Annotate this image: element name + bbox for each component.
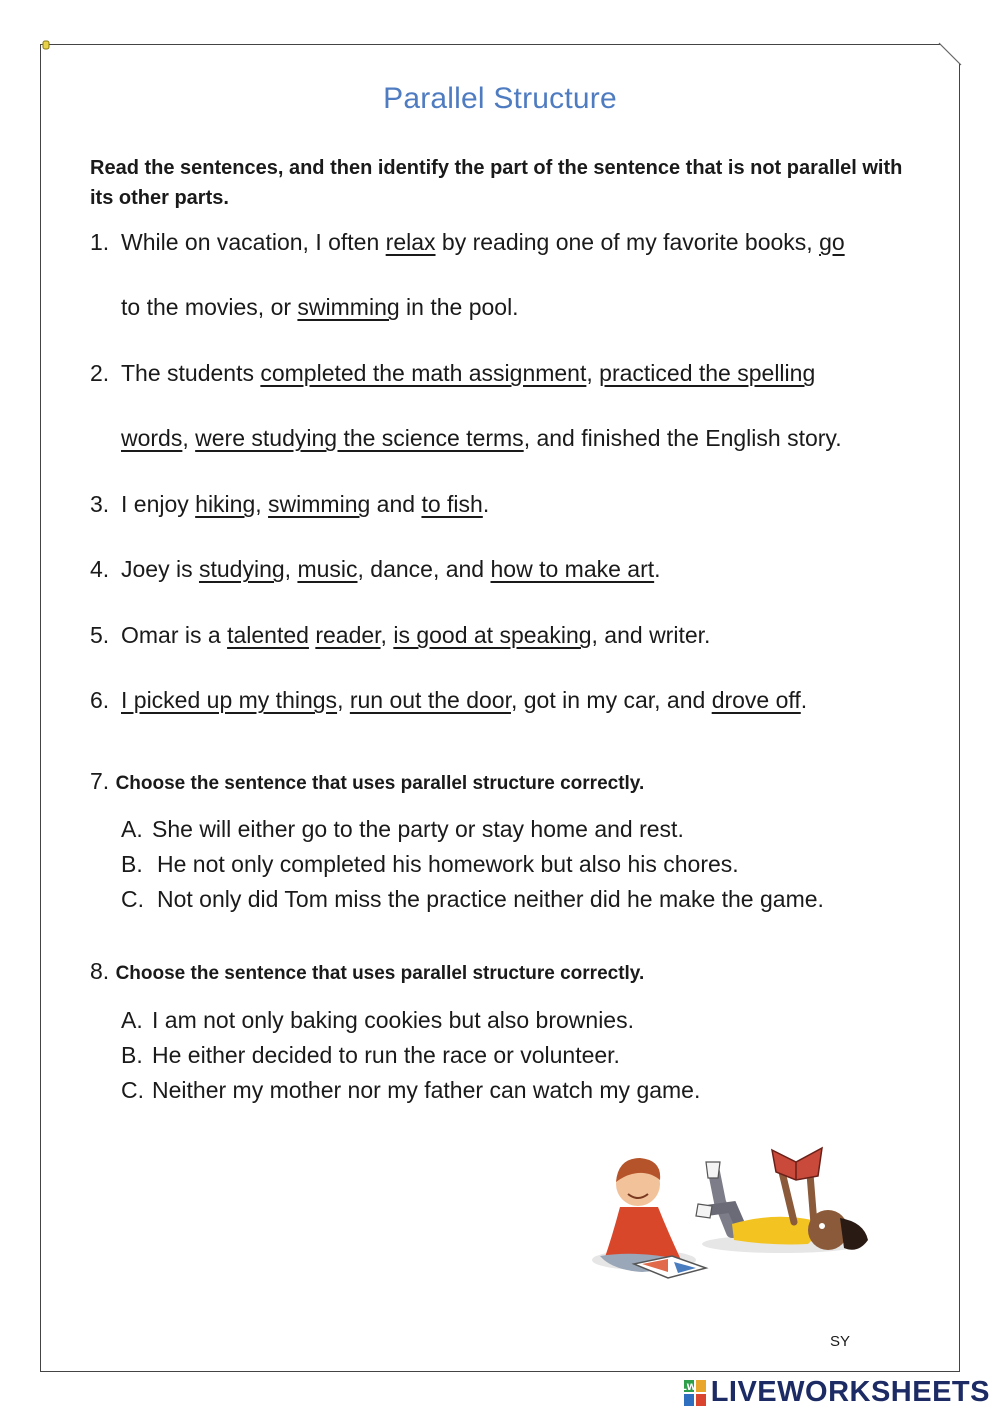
question-3: 3. I enjoy hiking, swimming and to fish. — [90, 491, 490, 517]
logo-letter: LW — [680, 1382, 697, 1393]
author-initials: SY — [830, 1333, 851, 1350]
underlined-phrase[interactable]: music — [297, 556, 358, 582]
underlined-phrase[interactable]: how to make art — [490, 556, 655, 582]
question-7-prompt: 7. Choose the sentence that uses parallel structure correctly. — [90, 768, 645, 794]
underlined-phrase[interactable]: talented — [227, 622, 309, 648]
instructions: Read the sentences, and then identify the part of the sentence that is not parallel with its other parts. — [90, 157, 903, 209]
question-4: 4. Joey is studying, music, dance, and how to make art. — [90, 556, 661, 582]
question-8-option-c[interactable]: C. Neither my mother nor my father can watch my game. — [121, 1077, 701, 1103]
question-2: 2. The students completed the math assignment, practiced the spelling words, were studying the science terms, and finished the English story. — [90, 360, 842, 451]
underlined-phrase[interactable]: reader — [315, 622, 381, 648]
question-8-prompt: 8. Choose the sentence that uses parallel structure correctly. — [90, 958, 645, 984]
children-reading-illustration — [582, 1132, 880, 1292]
question-7-option-c[interactable]: C. Not only did Tom miss the practice neither did he make the game. — [121, 886, 824, 912]
question-7-option-b[interactable]: B. He not only completed his homework but also his chores. — [121, 851, 739, 877]
question-8-option-b[interactable]: B. He either decided to run the race or volunteer. — [121, 1042, 620, 1068]
underlined-phrase[interactable]: completed the math assignment — [260, 360, 587, 386]
underlined-phrase[interactable]: practiced the spelling — [599, 360, 816, 386]
underlined-phrase[interactable]: to fish — [421, 491, 483, 517]
question-8-option-a[interactable]: A. I am not only baking cookies but also brownies. — [121, 1007, 634, 1033]
worksheet-title: Parallel Structure — [383, 82, 617, 115]
question-6: 6. I picked up my things, run out the door, got in my car, and drove off. — [90, 687, 808, 713]
underlined-phrase[interactable]: were studying the science terms — [195, 425, 524, 451]
underlined-phrase[interactable]: I picked up my things — [121, 687, 338, 713]
underlined-phrase[interactable]: relax — [385, 229, 436, 255]
question-1: 1. While on vacation, I often relax by reading one of my favorite books, go to the movies, or swimming in the pool. — [90, 229, 845, 320]
underlined-phrase[interactable]: hiking — [195, 491, 256, 517]
pin-icon — [42, 40, 50, 50]
underlined-phrase[interactable]: run out the door — [349, 687, 511, 713]
question-7-option-a[interactable]: A. She will either go to the party or stay home and rest. — [121, 816, 684, 842]
liveworksheets-logo-icon — [680, 1378, 707, 1408]
page-corner-fold-icon — [939, 43, 961, 65]
underlined-phrase[interactable]: is good at speaking — [393, 622, 592, 648]
liveworksheets-logo[interactable] — [680, 1376, 990, 1409]
liveworksheets-wordmark: LIVEWORKSHEETS — [710, 1376, 990, 1408]
underlined-phrase[interactable]: swimming — [297, 294, 400, 320]
underlined-phrase[interactable]: words — [121, 425, 183, 451]
underlined-phrase[interactable]: go — [819, 229, 845, 255]
underlined-phrase[interactable]: studying — [198, 556, 285, 582]
question-5: 5. Omar is a talented reader, is good at speaking, and writer. — [90, 622, 711, 648]
underlined-phrase[interactable]: drove off — [711, 687, 801, 713]
underlined-phrase[interactable]: swimming — [268, 491, 371, 517]
